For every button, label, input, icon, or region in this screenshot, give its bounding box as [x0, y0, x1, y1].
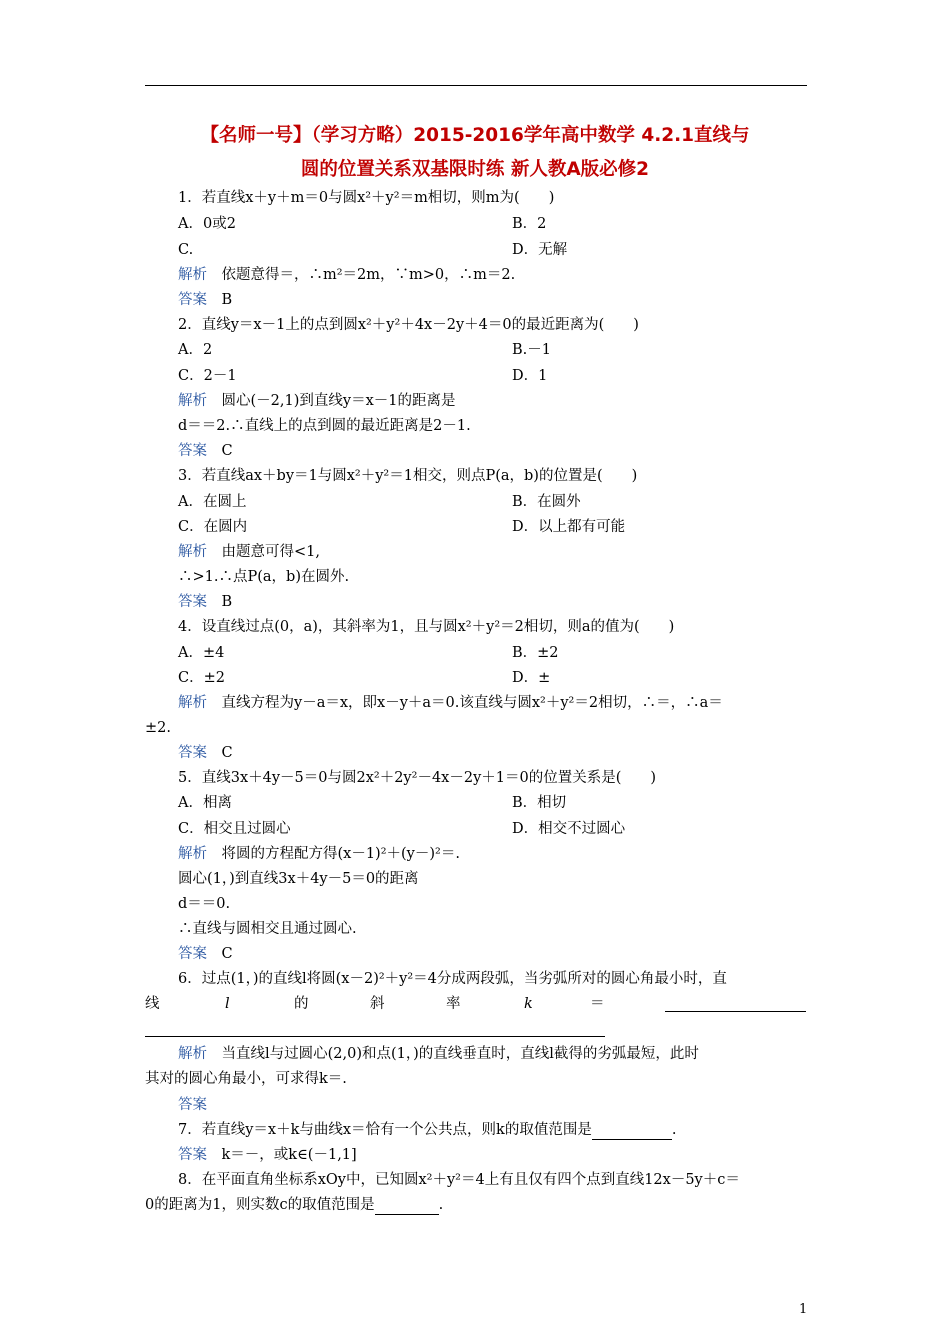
q3-analysis: 解析 由题意可得<1,: [178, 544, 320, 560]
q4-option-a: A．±4: [178, 645, 225, 661]
q4-answer: 答案 C: [178, 745, 233, 761]
question-8-stem-cont: 0的距离为1，则实数c的取值范围是 .: [145, 1197, 444, 1213]
q3-answer: 答案 B: [178, 594, 233, 610]
q3-option-a: A．在圆上: [178, 494, 247, 510]
q5-option-b: B．相切: [512, 795, 567, 811]
analysis-label: 解析: [178, 846, 207, 862]
answer-label: 答案: [178, 292, 207, 308]
q5-analysis-cont-2: d＝＝0.: [178, 896, 231, 912]
analysis-label: 解析: [178, 695, 207, 711]
q5-option-a: A．相离: [178, 795, 232, 811]
q6-stem-word-3: 斜: [370, 996, 385, 1012]
q8-answer-blank: [375, 1200, 439, 1215]
answer-label: 答案: [178, 1097, 207, 1113]
q1-option-c: C.: [178, 242, 194, 258]
q3-option-b: B．在圆外: [512, 494, 581, 510]
question-7-stem: 7．若直线y＝x＋k与曲线x＝恰有一个公共点，则k的取值范围是 .: [178, 1122, 677, 1138]
q5-analysis-cont-1: 圆心(1，)到直线3x＋4y－5＝0的距离: [178, 871, 419, 887]
q2-option-b: B.－1: [512, 342, 551, 358]
q6-stem-word-1: l: [225, 996, 230, 1012]
analysis-label: 解析: [178, 1046, 207, 1062]
question-2-stem: 2．直线y＝x－1上的点到圆x²＋y²＋4x－2y＋4＝0的最近距离为( ): [178, 317, 639, 333]
q5-option-d: D．相交不过圆心: [512, 821, 626, 837]
q5-analysis: 解析 将圆的方程配方得(x－1)²＋(y－)²＝.: [178, 846, 460, 862]
q2-option-d: D．1: [512, 368, 548, 384]
q2-option-c: C．2－1: [178, 368, 237, 384]
q4-option-c: C．±2: [178, 670, 225, 686]
page-number: 1: [799, 1302, 808, 1317]
q1-option-b: B．2: [512, 216, 547, 232]
q6-stem-word-5: k: [524, 996, 533, 1012]
q5-analysis-cont-3: ∴直线与圆相交且通过圆心.: [178, 921, 357, 937]
q2-answer: 答案 C: [178, 443, 233, 459]
answer-label: 答案: [178, 946, 207, 962]
top-rule: [145, 85, 807, 86]
question-1-stem: 1．若直线x＋y＋m＝0与圆x²＋y²＝m相切，则m为( ): [178, 190, 555, 206]
q6-stem-word-4: 率: [446, 996, 461, 1012]
q2-analysis: 解析 圆心(－2,1)到直线y＝x－1的距离是: [178, 393, 456, 409]
q4-option-b: B．±2: [512, 645, 559, 661]
q6-analysis: 解析 当直线l与过圆心(2,0)和点(1，)的直线垂直时，直线l截得的劣弧最短，此时: [178, 1046, 699, 1062]
analysis-label: 解析: [178, 393, 207, 409]
analysis-label: 解析: [178, 267, 207, 283]
q7-answer-blank: [592, 1125, 672, 1140]
q5-option-c: C．相交且过圆心: [178, 821, 291, 837]
question-6-stem: 6．过点(1，)的直线l将圆(x－2)²＋y²＝4分成两段弧，当劣弧所对的圆心角最小时，直: [178, 971, 727, 987]
q4-analysis: 解析 直线方程为y－a＝x，即x－y＋a＝0.该直线与圆x²＋y²＝2相切，∴＝，∴a＝: [178, 695, 723, 711]
q3-option-d: D．以上都有可能: [512, 519, 626, 535]
q6-answer-blank-2: [145, 1036, 605, 1037]
analysis-label: 解析: [178, 544, 207, 560]
q6-analysis-cont: 其对的圆心角最小，可求得k＝.: [145, 1071, 347, 1087]
q6-stem-word-0: 线: [145, 996, 160, 1012]
question-4-stem: 4．设直线过点(0，a)，其斜率为1，且与圆x²＋y²＝2相切，则a的值为( ): [178, 619, 675, 635]
q5-answer: 答案 C: [178, 946, 233, 962]
question-8-stem: 8．在平面直角坐标系xOy中，已知圆x²＋y²＝4上有且仅有四个点到直线12x－5y＋c＝: [178, 1172, 740, 1188]
q1-option-d: D．无解: [512, 242, 568, 258]
q6-answer: [178, 1095, 207, 1115]
q6-answer-blank-1: [665, 1011, 806, 1012]
q1-option-a: A．0或2: [178, 216, 236, 232]
q3-analysis-cont: ∴>1.∴点P(a，b)在圆外.: [178, 569, 350, 585]
q1-analysis: 解析 依题意得＝，∴m²＝2m，∵m>0，∴m＝2.: [178, 267, 516, 283]
q7-answer: 答案 k＝－，或k∈(－1,1]: [178, 1147, 357, 1163]
answer-label: 答案: [178, 1147, 207, 1163]
q2-option-a: A．2: [178, 342, 213, 358]
answer-label: 答案: [178, 443, 207, 459]
document-title-line-1: 【名师一号】（学习方略）2015-2016学年高中数学 4.2.1直线与: [200, 125, 750, 146]
answer-label: 答案: [178, 594, 207, 610]
q4-option-d: D．±: [512, 670, 551, 686]
q2-analysis-cont: d＝＝2.∴直线上的点到圆的最近距离是2－1.: [178, 418, 471, 434]
question-3-stem: 3．若直线ax＋by＝1与圆x²＋y²＝1相交，则点P(a，b)的位置是( ): [178, 468, 638, 484]
q1-answer: 答案 B: [178, 292, 233, 308]
answer-label: 答案: [178, 745, 207, 761]
q4-analysis-cont: ±2.: [145, 720, 171, 736]
q6-stem-word-6: ＝: [590, 996, 605, 1012]
q3-option-c: C．在圆内: [178, 519, 248, 535]
document-title-line-2: 圆的位置关系双基限时练 新人教A版必修2: [300, 159, 650, 180]
q6-stem-word-2: 的: [294, 996, 309, 1012]
question-5-stem: 5．直线3x＋4y－5＝0与圆2x²＋2y²－4x－2y＋1＝0的位置关系是( ): [178, 770, 657, 786]
